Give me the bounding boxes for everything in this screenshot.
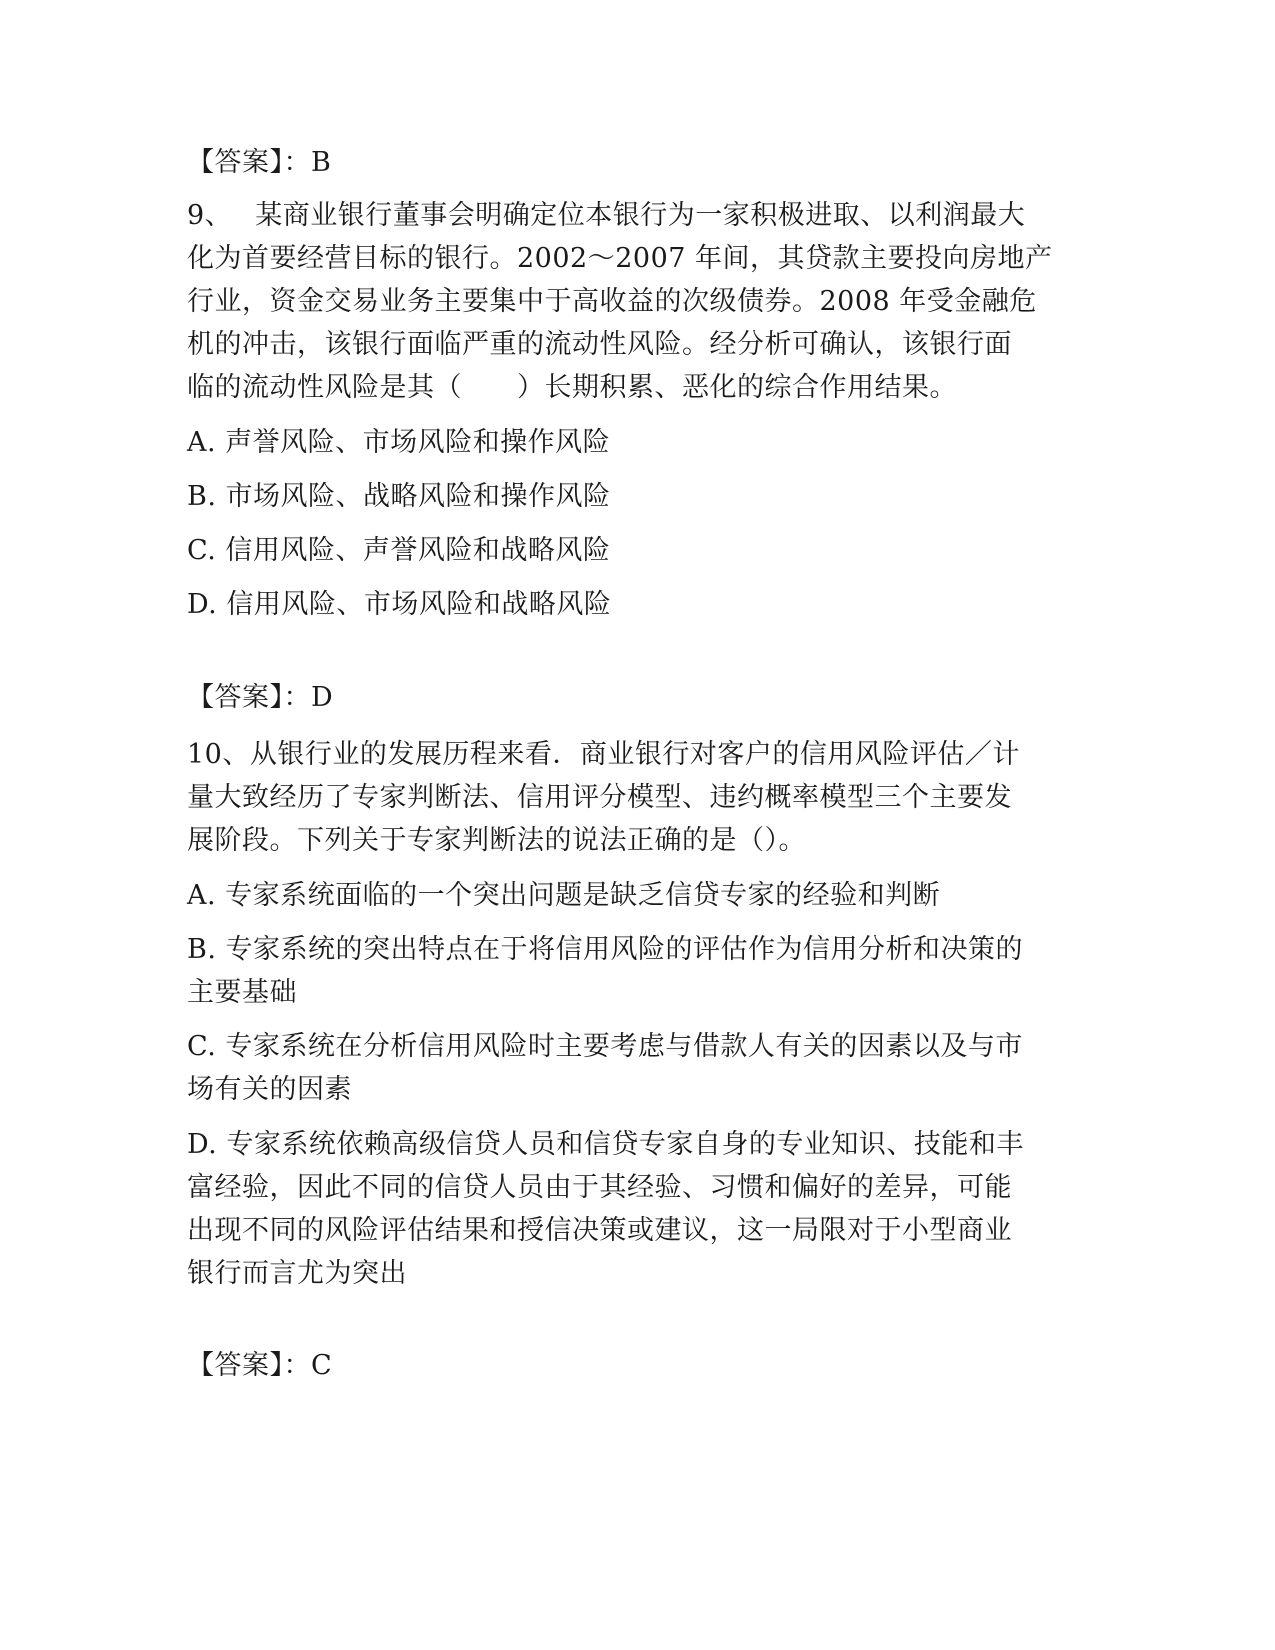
option-d: 富经验，因此不同的信贷人员由于其经验、习惯和偏好的差异，可能 — [187, 1172, 1012, 1203]
question-line: 10、从银行业的发展历程来看．商业银行对客户的信用风险评估／计 — [187, 739, 1020, 770]
option-a: A. 声誉风险、市场风险和操作风险 — [187, 427, 611, 458]
option-d: 出现不同的风险评估结果和授信决策或建议，这一局限对于小型商业 — [187, 1215, 1012, 1246]
question-line: 量大致经历了专家判断法、信用评分模型、违约概率模型三个主要发 — [187, 782, 1012, 813]
option-b: 主要基础 — [187, 977, 297, 1008]
option-d: D. 专家系统依赖高级信贷人员和信贷专家自身的专业知识、技能和丰 — [187, 1129, 1024, 1160]
option-c: C. 信用风险、声誉风险和战略风险 — [187, 535, 611, 566]
option-c: C. 专家系统在分析信用风险时主要考虑与借款人有关的因素以及与市 — [187, 1031, 1023, 1062]
answer-line: 【答案】：B — [187, 147, 332, 178]
answer-line: 【答案】：D — [187, 682, 334, 713]
option-d: D. 信用风险、市场风险和战略风险 — [187, 589, 612, 620]
option-b: B. 市场风险、战略风险和操作风险 — [187, 481, 611, 512]
option-c: 场有关的因素 — [187, 1074, 352, 1105]
answer-line: 【答案】：C — [187, 1350, 333, 1381]
question-line: 化为首要经营目标的银行。2002～2007 年间，其贷款主要投向房地产 — [187, 243, 1053, 274]
question-line: 9、 某商业银行董事会明确定位本银行为一家积极进取、以利润最大 — [187, 200, 1026, 231]
question-line: 行业，资金交易业务主要集中于高收益的次级债券。2008 年受金融危 — [187, 286, 1037, 317]
question-line: 临的流动性风险是其（ ）长期积累、恶化的综合作用结果。 — [187, 372, 957, 403]
option-d: 银行而言尤为突出 — [187, 1258, 407, 1289]
option-b: B. 专家系统的突出特点在于将信用风险的评估作为信用分析和决策的 — [187, 934, 1024, 965]
option-a: A. 专家系统面临的一个突出问题是缺乏信贷专家的经验和判断 — [187, 880, 941, 911]
question-line: 展阶段。下列关于专家判断法的说法正确的是（）。 — [187, 825, 806, 856]
question-line: 机的冲击，该银行面临严重的流动性风险。经分析可确认，该银行面 — [187, 329, 1012, 360]
